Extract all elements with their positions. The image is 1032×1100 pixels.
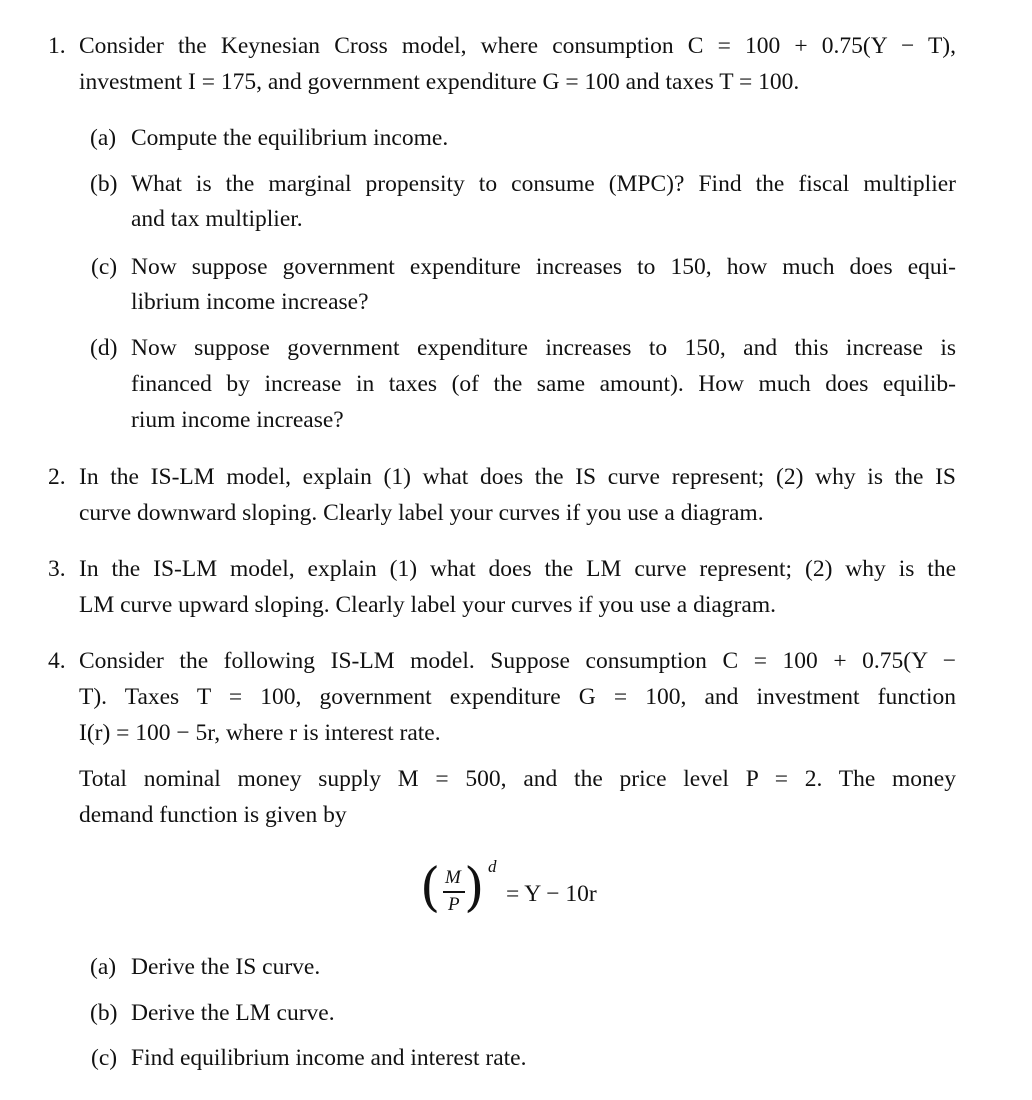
q4-paragraph2-line2: demand function is given by <box>79 802 347 828</box>
q4c-label: (c) <box>91 1045 118 1071</box>
q1b-text-line1: What is the marginal propensity to consume (MPC)? Find the fiscal multiplier <box>131 171 956 197</box>
q1b-label: (b) <box>90 171 118 197</box>
q4a-text: Derive the IS curve. <box>131 954 321 980</box>
q1a-label: (a) <box>90 125 117 151</box>
q1a-text: Compute the equilibrium income. <box>131 125 449 151</box>
q4-text-line2: T). Taxes T = 100, government expenditure G = 100, and investment function <box>79 684 956 710</box>
q1-number: 1. <box>48 33 66 59</box>
q3-text-line1: In the IS-LM model, explain (1) what does the LM curve represent; (2) why is the <box>79 556 956 582</box>
q4-number: 4. <box>48 648 66 674</box>
q4b-text: Derive the LM curve. <box>131 1000 335 1026</box>
q1d-text-line3: rium income increase? <box>131 407 344 433</box>
q2-text-line2: curve downward sloping. Clearly label your curves if you use a diagram. <box>79 500 764 526</box>
q1b-text-line2: and tax multiplier. <box>131 206 303 232</box>
formula-superscript: d <box>488 857 497 876</box>
formula-open-paren: ( <box>420 858 441 918</box>
q1c-text-line1: Now suppose government expenditure increases to 150, how much does equi- <box>131 254 956 280</box>
q1-text-line1: Consider the Keynesian Cross model, where consumption C = 100 + 0.75(Y − T), <box>79 33 956 59</box>
q1-text-line2: investment I = 175, and government expenditure G = 100 and taxes T = 100. <box>79 69 800 95</box>
q2-text-line1: In the IS-LM model, explain (1) what does the IS curve represent; (2) why is the IS <box>79 464 956 490</box>
formula-fraction-bar <box>443 891 465 893</box>
q4-text-line1: Consider the following IS-LM model. Suppose consumption C = 100 + 0.75(Y − <box>79 648 956 674</box>
q1d-text-line2: financed by increase in taxes (of the same amount). How much does equilib- <box>131 371 956 397</box>
formula-rhs: = Y − 10r <box>506 881 597 907</box>
q1d-label: (d) <box>90 335 118 361</box>
q2-number: 2. <box>48 464 66 490</box>
q3-number: 3. <box>48 556 66 582</box>
formula-denominator: P <box>448 894 460 915</box>
money-demand-formula <box>420 858 640 924</box>
q4a-label: (a) <box>90 954 117 980</box>
q4-paragraph2-line1: Total nominal money supply M = 500, and the price level P = 2. The money <box>79 766 956 792</box>
formula-numerator: M <box>445 867 461 888</box>
q3-text-line2: LM curve upward sloping. Clearly label your curves if you use a diagram. <box>79 592 776 618</box>
formula-close-paren: ) <box>464 858 485 918</box>
q1c-text-line2: librium income increase? <box>131 289 369 315</box>
q4b-label: (b) <box>90 1000 118 1026</box>
q1c-label: (c) <box>91 254 118 280</box>
q4c-text: Find equilibrium income and interest rate. <box>131 1045 527 1071</box>
q4-text-line3: I(r) = 100 − 5r, where r is interest rate. <box>79 720 441 746</box>
q1d-text-line1: Now suppose government expenditure increases to 150, and this increase is <box>131 335 956 361</box>
